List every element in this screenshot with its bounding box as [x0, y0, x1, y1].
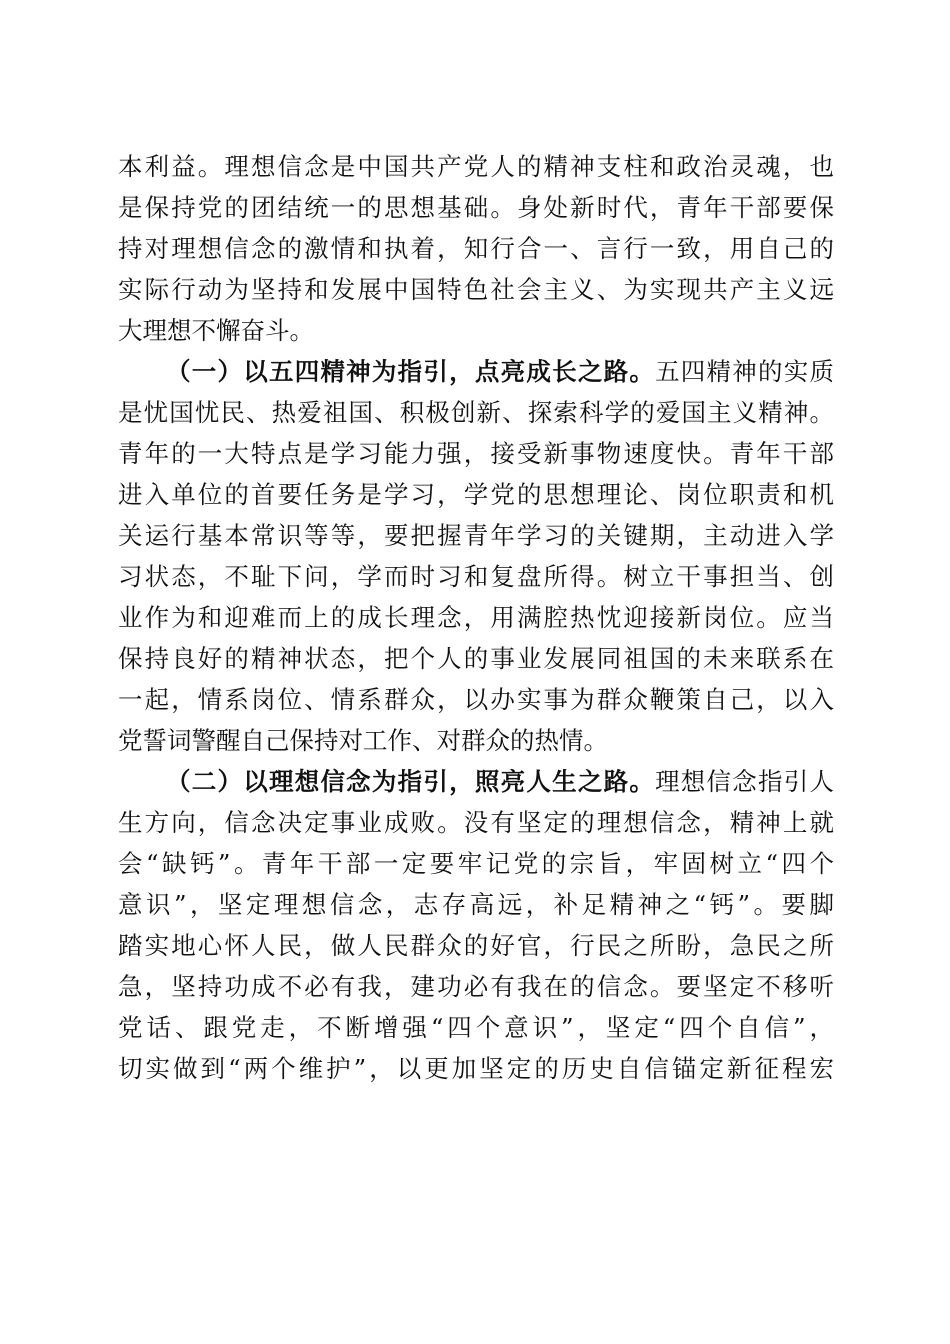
text-line: 进入单位的首要任务是学习，学党的思想理论、岗位职责和机 — [118, 480, 834, 509]
text-run: 理想信念指引人 — [655, 767, 835, 796]
text-line — [118, 351, 834, 392]
text-line: 实际行动为坚持和发展中国特色社会主义、为实现共产主义远 — [118, 275, 834, 304]
text-run: 五四精神的实质 — [655, 357, 835, 386]
text-line: 青年的一大特点是学习能力强，接受新事物速度快。青年干部 — [118, 439, 834, 468]
paragraph-1 — [118, 146, 834, 351]
text-line: 党话、跟党走，不断增强“四个意识”，坚定“四个自信”， — [118, 1013, 834, 1042]
text-line: 大理想不懈奋斗。 — [118, 316, 314, 345]
text-line: 业作为和迎难而上的成长理念，用满腔热忱迎接新岗位。应当 — [118, 603, 834, 632]
text-line: 踏实地心怀人民，做人民群众的好官，行民之所盼，急民之所 — [118, 931, 834, 960]
document-body — [118, 146, 834, 1089]
text-line: 意识”，坚定理想信念，志存高远，补足精神之“钙”。要脚 — [118, 890, 834, 919]
text-line: 生方向，信念决定事业成败。没有坚定的理想信念，精神上就 — [118, 808, 834, 837]
text-line: 一起，情系岗位、情系群众，以办实事为群众鞭策自己，以入 — [118, 685, 834, 714]
section-heading-2: （二）以理想信念为指引，照亮人生之路。 — [166, 767, 656, 796]
paragraph-3 — [118, 761, 834, 1089]
text-line: 关运行基本常识等等，要把握青年学习的关键期，主动进入学 — [118, 521, 834, 550]
paragraph-2 — [118, 351, 834, 761]
text-line: 习状态，不耻下问，学而时习和复盘所得。树立干事担当、创 — [118, 562, 834, 591]
text-line: 切实做到“两个维护”，以更加坚定的历史自信锚定新征程宏 — [118, 1054, 834, 1083]
text-line — [118, 761, 834, 802]
text-line: 是忧国忧民、热爱祖国、积极创新、探索科学的爱国主义精神。 — [118, 398, 834, 427]
text-line: 保持良好的精神状态，把个人的事业发展同祖国的未来联系在 — [118, 644, 834, 673]
text-line: 是保持党的团结统一的思想基础。身处新时代，青年干部要保 — [118, 193, 834, 222]
text-line: 本利益。理想信念是中国共产党人的精神支柱和政治灵魂，也 — [118, 152, 834, 181]
section-heading-1: （一）以五四精神为指引，点亮成长之路。 — [166, 357, 656, 386]
text-line: 会“缺钙”。青年干部一定要牢记党的宗旨，牢固树立“四个 — [118, 849, 834, 878]
text-line: 党誓词警醒自己保持对工作、对群众的热情。 — [118, 726, 608, 755]
text-line: 急，坚持功成不必有我，建功必有我在的信念。要坚定不移听 — [118, 972, 834, 1001]
text-line: 持对理想信念的激情和执着，知行合一、言行一致，用自己的 — [118, 234, 834, 263]
